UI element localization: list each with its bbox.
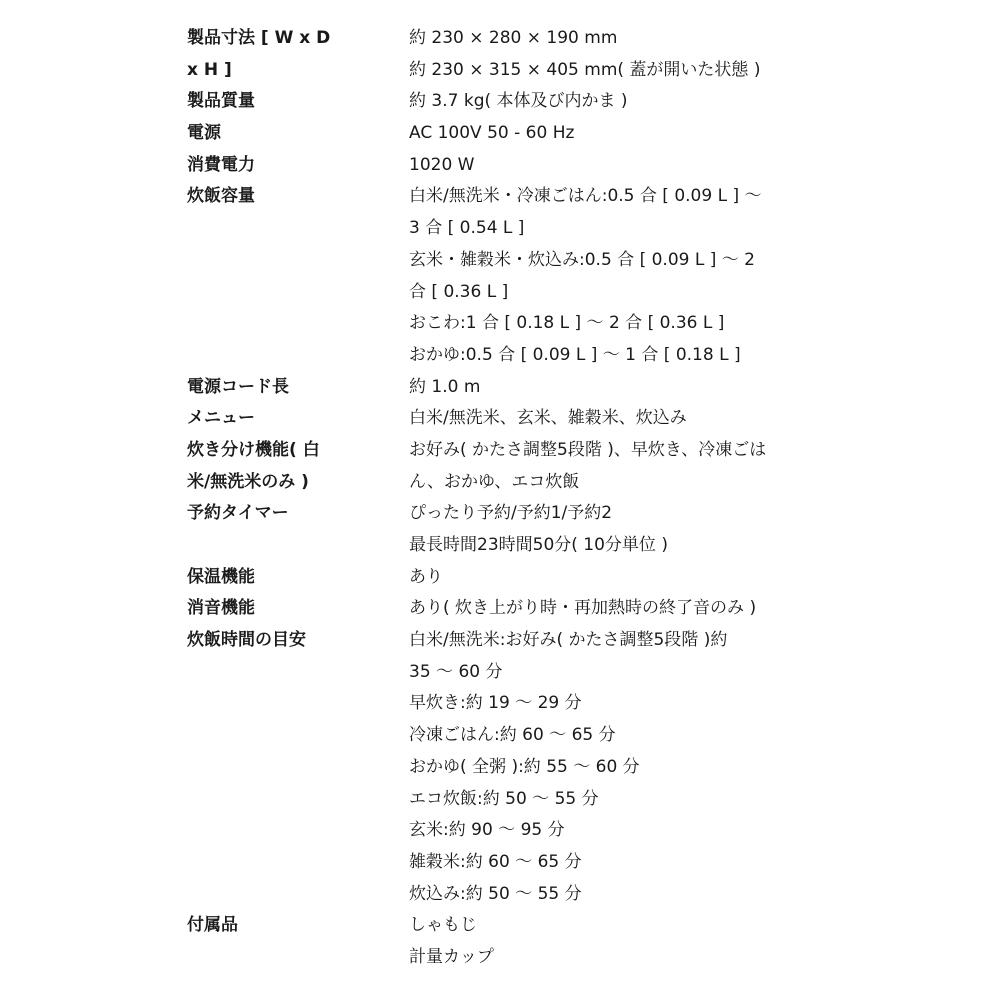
spec-value-line: しゃもじ (409, 915, 477, 936)
spec-values (409, 498, 967, 561)
spec-label (187, 86, 409, 118)
spec-label-line: 付属品 (187, 915, 238, 936)
spec-value-line: あり (409, 566, 443, 587)
spec-values (409, 593, 967, 625)
spec-value-line: 玄米:約 90 ～ 95 分 (409, 820, 565, 841)
spec-value-line: おかゆ( 全粥 ):約 55 ～ 60 分 (409, 756, 640, 777)
spec-label-line: 電源 (187, 123, 221, 144)
spec-label (187, 403, 409, 435)
spec-label (187, 372, 409, 404)
spec-label (187, 498, 409, 530)
spec-label-line: x H ] (187, 59, 232, 80)
spec-label (187, 625, 409, 657)
spec-value-line: 玄米・雑穀米・炊込み:0.5 合 [ 0.09 L ] ～ 2 (409, 249, 755, 270)
spec-row-power-source (187, 118, 967, 150)
spec-label (187, 150, 409, 182)
spec-row-cord-length (187, 372, 967, 404)
spec-value-line: AC 100V 50 - 60 Hz (409, 123, 575, 144)
spec-values (409, 181, 967, 371)
spec-value-line: 35 ～ 60 分 (409, 661, 503, 682)
spec-label-line: 消音機能 (187, 598, 255, 619)
spec-value-line: 約 230 × 280 × 190 mm (409, 28, 618, 48)
spec-label (187, 910, 409, 942)
spec-label-line: メニュー (187, 408, 255, 429)
spec-row-power-consumption (187, 150, 967, 182)
spec-row-weight (187, 86, 967, 118)
spec-value-line: 白米/無洗米・冷凍ごはん:0.5 合 [ 0.09 L ] ～ (409, 186, 762, 207)
spec-value-line: 約 3.7 kg( 本体及び内かま ) (409, 91, 628, 112)
spec-value-line: 合 [ 0.36 L ] (409, 281, 509, 302)
spec-value-line: 1020 W (409, 154, 475, 175)
spec-table (187, 23, 967, 974)
spec-label-line: 保温機能 (187, 566, 255, 587)
spec-label (187, 562, 409, 594)
spec-value-line: 計量カップ (409, 946, 494, 967)
spec-value-line: 冷凍ごはん:約 60 ～ 65 分 (409, 725, 616, 746)
spec-values (409, 403, 967, 435)
spec-row-cooking-modes (187, 435, 967, 498)
spec-values (409, 435, 967, 498)
spec-label (187, 23, 409, 86)
spec-values (409, 562, 967, 594)
spec-value-line: 白米/無洗米、玄米、雑穀米、炊込み (409, 408, 687, 429)
spec-values (409, 372, 967, 404)
spec-value-line: お好み( かたさ調整5段階 )、早炊き、冷凍ごは (409, 439, 767, 460)
spec-values (409, 150, 967, 182)
spec-label (187, 593, 409, 625)
spec-row-timer (187, 498, 967, 561)
spec-label-line: 消費電力 (187, 154, 255, 175)
spec-value-line: 雑穀米:約 60 ～ 65 分 (409, 851, 582, 872)
spec-values (409, 86, 967, 118)
spec-value-line: おこわ:1 合 [ 0.18 L ] ～ 2 合 [ 0.36 L ] (409, 313, 725, 334)
spec-row-keep-warm (187, 562, 967, 594)
spec-row-dimensions (187, 23, 967, 86)
spec-value-line: 約 230 × 315 × 405 mm( 蓋が開いた状態 ) (409, 59, 761, 80)
spec-value-line: 白米/無洗米:お好み( かたさ調整5段階 )約 (409, 630, 728, 651)
spec-label-line: 米/無洗米のみ ) (187, 471, 309, 492)
spec-row-accessories (187, 910, 967, 973)
spec-values (409, 23, 967, 86)
spec-row-cooking-capacity (187, 181, 967, 371)
spec-value-line: 3 合 [ 0.54 L ] (409, 218, 525, 239)
spec-value-line: あり( 炊き上がり時・再加熱時の終了音のみ ) (409, 598, 757, 619)
spec-value-line: ぴったり予約/予約1/予約2 (409, 503, 613, 524)
spec-value-line: 早炊き:約 19 ～ 29 分 (409, 693, 582, 714)
spec-value-line: ん、おかゆ、エコ炊飯 (409, 471, 580, 492)
spec-label (187, 118, 409, 150)
spec-label-line: 製品質量 (187, 91, 255, 112)
spec-value-line: エコ炊飯:約 50 ～ 55 分 (409, 788, 599, 809)
spec-label (187, 181, 409, 213)
spec-label-line: 炊飯容量 (187, 186, 255, 207)
spec-row-menu (187, 403, 967, 435)
spec-label-line: 電源コード長 (187, 376, 289, 397)
spec-row-silent (187, 593, 967, 625)
spec-label-line: 炊飯時間の目安 (187, 630, 306, 651)
spec-value-line: おかゆ:0.5 合 [ 0.09 L ] ～ 1 合 [ 0.18 L ] (409, 344, 741, 365)
spec-value-line: 最長時間23時間50分( 10分単位 ) (409, 535, 668, 555)
spec-values (409, 625, 967, 910)
spec-values (409, 910, 967, 973)
spec-label (187, 435, 409, 498)
spec-row-cooking-time (187, 625, 967, 910)
spec-value-line: 約 1.0 m (409, 376, 481, 397)
spec-label-line: 炊き分け機能( 白 (187, 439, 320, 460)
spec-value-line: 炊込み:約 50 ～ 55 分 (409, 883, 582, 904)
spec-label-line: 予約タイマー (187, 503, 289, 524)
spec-values (409, 118, 967, 150)
spec-label-line: 製品寸法 [ W x D (187, 28, 331, 48)
